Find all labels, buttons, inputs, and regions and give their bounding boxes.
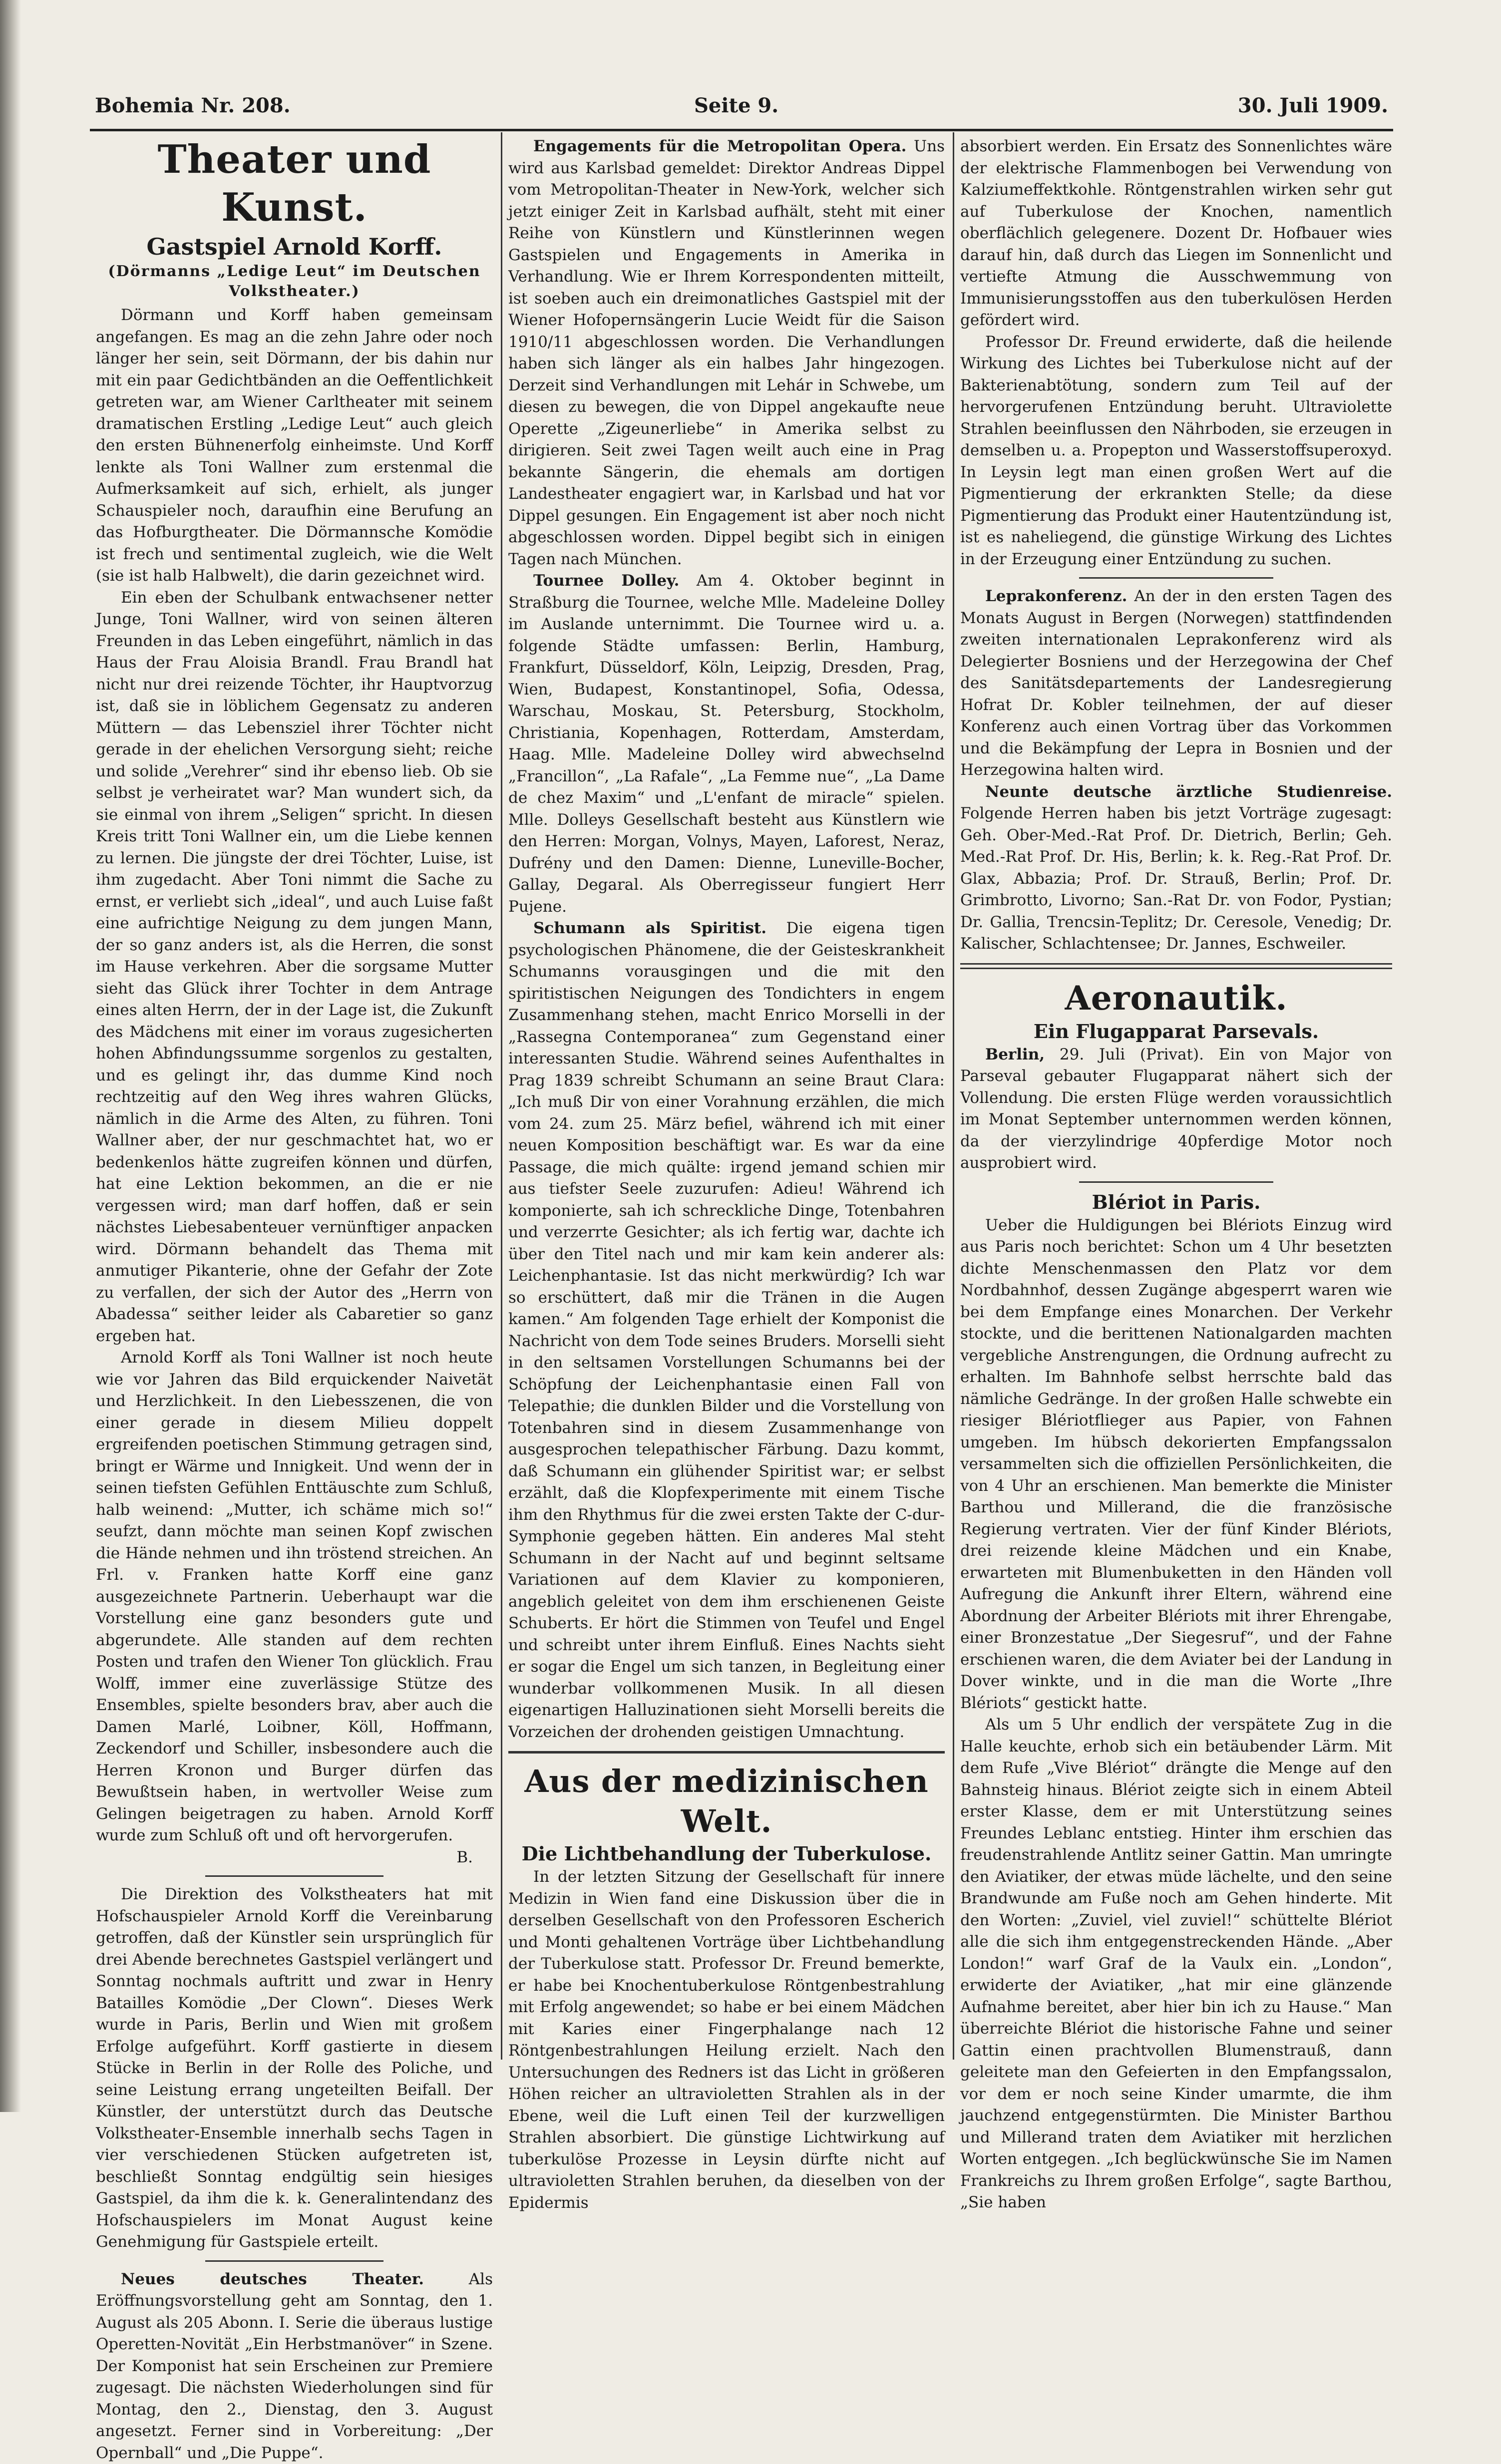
paragraph-dolley [508, 570, 945, 918]
page-header [95, 90, 1388, 125]
header-page-number: Seite 9. [694, 94, 778, 117]
paragraph-text: Als Eröffnungsvorstellung geht am Sonntag, den 1. August als 205 Abonn. I. Serie die überaus lustige Operetten-Novität „Ein Herbstmanöver“ in Szene. Der Komponist hat sein Erscheinen zur Premiere zugesagt. Die nächsten Wiederholungen sind für Montag, den 2., Dienstag, den 3. August angesetzt. Ferner sind in Vorbereitung: „Der Opernball“ und „Die Puppe“. [96, 2270, 493, 2462]
paragraph-text: An der in den ersten Tagen des Monats August in Bergen (Norwegen) stattfindenden zweiten internationalen Leprakonferenz wird als Delegierter Bosniens und der Herzegowina der Chef des Sanitätsdepartements der Landesregierung Hofrat Dr. Kobler teilnehmen, der auf dieser Konferenz auch einen Vortrag über das Vorkommen und die Bekämpfung der Lepra in Bosnien und der Herzegowina halten wird. [960, 587, 1392, 779]
run-in-heading: Neues deutsches Theater. [121, 2270, 424, 2288]
run-in-heading: Leprakonferenz. [985, 587, 1127, 605]
article-meta-korff: (Dörmanns „Ledige Leut“ im Deutschen Volkstheater.) [96, 262, 493, 302]
header-date: 30. Juli 1909. [1238, 94, 1388, 117]
run-in-heading: Schumann als Spiritist. [533, 919, 766, 937]
paragraph-text: Uns wird aus Karlsbad gemeldet: Direktor Andreas Dippel vom Metropolitan-Theater in New-York, welcher sich jetzt einiger Zeit in Karlsbad aufhält, steht mit einer Reihe von Künstlern und Künstlerinnen wegen Gastspielen und Engagements in Amerika in Verhandlung. Wie er Ihrem Korrespondenten mitteilt, ist soeben auch ein dreimonatliches Gastspiel mit der Wiener Hofopernsängerin Lucie Weidt für die Saison 1910/11 abgeschlossen worden. Die Verhandlungen haben sich länger als ein halbes Jahr hingezogen. Derzeit sind Verhandlungen mit Lehár in Schwebe, um diesen zu bewegen, die von Dippel angekaufte neue Operette „Zigeunerliebe“ in Amerika selbst zu dirigieren. Seit zwei Tagen weilt auch eine in Prag bekannte Sängerin, die ehemals am dortigen Landestheater engagiert war, in Karlsbad und hat vor Dippel gesungen. Ein Engagement ist aber noch nicht abgeschlossen worden. Dippel begibt sich in einigen Tagen nach München. [508, 137, 945, 568]
run-in-heading: Tournee Dolley. [533, 572, 679, 590]
paragraph-text: 29. Juli (Privat). Ein von Major von Parseval gebauter Flugapparat nähert sich der Vollendung. Die ersten Flüge werden voraussichtlich im Monat September unternommen werden können, da der vierzylindrige 40pferdige Motor noch ausprobiert wird. [960, 1046, 1392, 1172]
article-title-korff: Gastspiel Arnold Korff. [96, 232, 493, 262]
column-rule-2 [953, 132, 954, 2060]
column-3 [960, 136, 1392, 2057]
article-title-tuberkulose: Die Lichtbehandlung der Tuberkulose. [508, 1841, 945, 1866]
paragraph-text: Am 4. Oktober beginnt in Straßburg die Tournee, welche Mlle. Madeleine Dolley im Auslande unternimmt. Die Tournee wird u. a. folgende Städte umfassen: Berlin, Hamburg, Frankfurt, Düsseldorf, Köln, Leipzig, Dresden, Prag, Wien, Budapest, Konstantinopel, Sofia, Odessa, Warschau, Moskau, St. Petersburg, Stockholm, Christiania, Kopenhagen, Rotterdam, Amsterdam, Haag. Mlle. Madeleine Dolley wird abwechselnd „Francillon“, „La Rafale“, „La Femme nue“, „La Dame de chez Maxim“ und „L'enfant de miracle“ spielen. Mlle. Dolleys Gesellschaft besteht aus Künstlern wie den Herren: Morgan, Volnys, Mayen, Laforest, Neraz, Dufrény und den Damen: Dienne, Luneville-Bocher, Gallay, Degaral. Als Oberregisseur fungiert Herr Pujene. [508, 572, 945, 916]
separator-double-rule [960, 963, 1392, 969]
run-in-heading: Neunte deutsche ärztliche Studienreise. [985, 783, 1392, 801]
paragraph-text: Die eigena tigen psychologischen Phänomene, die der Geisteskrankheit Schumanns vorausgingen und die mit den spiritistischen Neigungen des Tondichters in engem Zusammenhang stehen, macht Enrico Morselli in der „Rassegna Contemporanea“ zum Gegenstand einer interessanten Studie. Während seines Aufenthaltes in Prag 1839 schreibt Schumann an seine Braut Clara: „Ich muß Dir von einer Vorahnung erzählen, die mich vom 24. zum 25. März befiel, während ich mit einer neuen Komposition beschäftigt war. Es war da eine Passage, die mich quälte: irgend jemand schien mir aus tiefster Seele zuzurufen: Adieu! Während ich komponierte, sah ich schreckliche Dinge, Totenbahren und verzerrte Gesichter; als ich fertig war, dachte ich über den Titel nach und mir kam kein anderer als: Leichenphantasie. Ist das nicht merkwürdig? Ich war so erschüttert, daß mir die Tränen in die Augen kamen.“ Am folgenden Tage erhielt der Komponist die Nachricht von dem Tode seines Bruders. Morselli sieht in den seltsamen Vorstellungen Schumanns bei der Schöpfung der Leichenphantasie einen Fall von Telepathie; die dunklen Bilder und die Vorstellung von Totenbahren sind in diesem Zusammenhange von ausgesprochen telepathischer Färbung. Dazu kommt, daß Schumann ein glühender Spiritist war; er selbst erzählt, daß die Klopfexperimente mit einem Tische ihm den Rhythmus für die zwei ersten Takte der C-dur-Symphonie gegeben hätten. Ein anderes Mal steht Schumann in der Nacht auf und beginnt seltsame Variationen auf dem Klavier zu komponieren, angeblich geleitet von dem ihm erschienenen Geiste Schuberts. Er hört die Stimmen von Teufel und Engel und schreibt unter ihrem Einfluß. Eines Nachts sieht er sogar die Engel um sich tanzen, in Begleitung einer wunderbar vollkommenen Musik. In all diesen eigenartigen Halluzinationen sieht Morselli bereits die Vorzeichen der drohenden geistigen Umnachtung. [508, 919, 945, 1741]
separator-rule [1079, 1181, 1273, 1183]
separator-rule [205, 1875, 384, 1877]
paragraph: Professor Dr. Freund erwiderte, daß die heilende Wirkung des Lichtes bei Tuberkulose nicht auf der Bakterienabtötung, sondern zum Teil auf der hervorgerufenen Entzündung beruht. Ultraviolette Strahlen beeinflussen den Nährboden, sie erzeugen in demselben u. a. Propepton und Wasserstoffsuperoxyd. In Leysin legt man einen großen Wert auf die Pigmentierung der erkrankten Stelle; da diese Pigmentierung das Produkt einer Hautentzündung ist, ist es naheliegend, die günstige Wirkung des Lichtes in der Erzeugung einer Entzündung zu suchen. [960, 332, 1392, 571]
run-in-heading: Berlin, [985, 1046, 1045, 1063]
section-title-aeronautik: Aeronautik. [960, 977, 1392, 1019]
separator-rule [1079, 577, 1273, 579]
paragraph-neues-theater [96, 2269, 493, 2464]
paragraph: In der letzten Sitzung der Gesellschaft für innere Medizin in Wien fand eine Diskussion über die in derselben Gesellschaft von den Professoren Escherich und Monti gehaltenen Vorträge über Lichtbehandlung der Tuberkulose statt. Professor Dr. Freund bemerkte, er habe bei Knochentuberkulose Röntgenbestrahlung mit Erfolg angewendet; so habe er bei einem Mädchen mit Karies einer Fingerphalange nach 12 Röntgenbestrahlungen Heilung erzielt. Nach den Untersuchungen des Redners ist das Licht in größeren Höhen reicher an ultravioletten Strahlen als in der Ebene, weil die Luft einen Teil der kurzwelligen Strahlen absorbiert. Die günstige Lichtwirkung auf tuberkulöse Prozesse in Leysin dürfte nicht auf ultravioletten Strahlen beruhen, da dieselben von der Epidermis [508, 1866, 945, 2214]
paragraph-lepra [960, 586, 1392, 781]
column-2 [508, 136, 945, 2057]
paragraph: absorbiert werden. Ein Ersatz des Sonnenlichtes wäre der elektrische Flammenbogen bei Verwendung von Kalziumeffektkohle. Röntgenstrahlen wirken sehr gut auf Tuberkulose der Knochen, namentlich oberflächlich gelegenere. Dozent Dr. Hofbauer wies darauf hin, daß durch das Liegen im Sonnenlicht und vertiefte Atmung die Ausschwemmung von Immunisierungsstoffen aus den tuberkulösen Herden gefördert wird. [960, 136, 1392, 332]
article-title-bleriot: Blériot in Paris. [960, 1190, 1392, 1215]
paragraph: Als um 5 Uhr endlich der verspätete Zug in die Halle keuchte, erhob sich ein betäubender Lärm. Mit dem Rufe „Vive Blériot“ drängte die Menge auf den Bahnsteig hinaus. Blériot zeigte sich in einem Abteil erster Klasse, dem er mit Unterstützung seines Freundes Leblanc entstieg. Hinter ihm erschien das freudenstrahlende Antlitz seiner Gattin. Man umringte den Aviatiker, der etwas müde lächelte, und den seine Brandwunde am Fuße noch am Gehen hinderte. Mit den Worten: „Zuviel, viel zuviel!“ schüttelte Blériot alle die sich ihm entgegenstreckenden Hände. „Aber London!“ warf Graf de la Vaulx ein. „London“, erwiderte der Aviatiker, „hat mir eine glänzende Aufnahme bereitet, aber hier bin ich zu Hause.“ Man überreichte Blériot die historische Fahne und seiner Gattin einen prachtvollen Blumenstrauß, dann geleitete man den Gefeierten in den Empfangssalon, vor dem er noch seine Kinder umarmte, die ihm jauchzend entgegenstürmten. Die Minister Barthou und Millerand traten dem Aviatiker mit herzlichen Worten entgegen. „Ich beglückwünsche Sie im Namen Frankreichs zu Ihrem großen Erfolge“, sagte Barthou, „Sie haben [960, 1714, 1392, 2214]
paragraph-parseval [960, 1044, 1392, 1174]
column-1 [96, 136, 493, 2057]
separator-rule [205, 2260, 384, 2262]
section-title-theater: Theater und Kunst. [96, 136, 493, 232]
paragraph: Arnold Korff als Toni Wallner ist noch heute wie vor Jahren das Bild erquickender Naivetät und Herzlichkeit. In den Liebesszenen, die von einer gerade in diesem Milieu doppelt ergreifenden poetischen Stimmung getragen sind, bringt er Wärme und Innigkeit. Und wenn der in seinen tiefsten Gefühlen Enttäuschte zum Schluß, halb weinend: „Mutter, ich schäme mich so!“ seufzt, dann möchte man seinen Kopf zwischen die Hände nehmen und ihn tröstend streichen. An Frl. v. Franken hatte Korff eine ganz ausgezeichnete Partnerin. Ueberhaupt war die Vorstellung eine ganz besonders gute und abgerundete. Alle standen auf dem rechten Posten und trafen den Wiener Ton glücklich. Frau Wolff, immer eine zuverlässige Stütze des Ensembles, spielte besonders brav, aber auch die Damen Marlé, Loibner, Köll, Hoffmann, Zeckendorf und Schiller, insbesondere auch die Herren Kronon und Burger dürfen das Bewußtsein haben, in wertvoller Weise zum Gelingen beigetragen zu haben. Arnold Korff wurde zum Schluß oft und oft hervorgerufen. [96, 1347, 493, 1847]
paragraph: Ein eben der Schulbank entwachsener netter Junge, Toni Wallner, wird von seinen älteren Freunden in das Leben eingeführt, nämlich in das Haus der Frau Aloisia Brandl. Frau Brandl hat nicht nur drei reizende Töchter, ihr Hauptvorzug ist, daß sie in löblichem Gegensatz zu anderen Müttern — das Lebensziel ihrer Töchter nicht gerade in der ehelichen Versorgung sieht; reiche und solide „Verehrer“ sind ihr ebenso lieb. Ob sie selbst je verheiratet war? Man wundert sich, da sie einmal von ihrem „Seligen“ spricht. In diesen Kreis tritt Toni Wallner ein, um die Liebe kennen zu lernen. Die jüngste der drei Töchter, Luise, ist ihm zugedacht. Aber Toni nimmt die Sache zu ernst, er verliebt sich „ideal“, und auch Luise faßt eine aufrichtige Neigung zu dem jungen Mann, der so ganz anders ist, als die Herren, die sonst im Hause verkehren. Aber die sorgsame Mutter sieht das Glück ihrer Tochter in dem Antrage eines alten Herrn, der in der Lage ist, die Zukunft des Mädchens mit einer im voraus zugesicherten hohen Abfindungssumme sorgenlos zu gestalten, und es gelingt ihr, das dumme Kind noch rechtzeitig auf den Weg ihres wahren Glücks, nämlich in die Arme des Alten, zu führen. Toni Wallner aber, der nur geschmachtet hat, wo er bedenkenlos hätte zugreifen können und dürfen, hat eine Lektion bekommen, an die er nie vergessen wird; man darf hoffen, daß er sein nächstes Liebesabenteuer vernünftiger anpacken wird. Dörmann behandelt das Thema mit anmutiger Pikanterie, ohne der Gefahr der Zote zu verfallen, der sich der Autor des „Herrn von Abadessa“ seither leider als Cabaretier so ganz ergeben hat. [96, 587, 493, 1348]
header-publication: Bohemia Nr. 208. [95, 94, 291, 117]
paragraph-studienreise [960, 781, 1392, 955]
section-title-medizin: Aus der medizinischen Welt. [508, 1761, 945, 1841]
paragraph: Dörmann und Korff haben gemeinsam angefangen. Es mag an die zehn Jahre oder noch länger her sein, seit Dörmann, der bis dahin nur mit ein paar Gedichtbänden an die Oeffentlichkeit getreten war, am Wiener Carltheater mit seinem dramatischen Erstling „Ledige Leut“ auch gleich den ersten Bühnenerfolg einheimste. Und Korff lenkte als Toni Wallner zum erstenmal die Aufmerksamkeit auf sich, erhielt, als junger Schauspieler noch, daraufhin eine Berufung an das Hofburgtheater. Die Dörmannsche Komödie ist frech und sentimental zugleich, wie die Welt (sie ist halb Halbwelt), die darin gezeichnet wird. [96, 305, 493, 587]
header-rule [90, 129, 1393, 131]
paragraph: Ueber die Huldigungen bei Blériots Einzug wird aus Paris noch berichtet: Schon um 4 Uhr besetzten dichte Menschenmassen den Platz vor dem Nordbahnhof, dessen Zugänge abgesperrt waren wie bei dem Empfange eines Monarchen. Der Verkehr stockte, und die berittenen Nationalgarden machten vergebliche Anstrengungen, die Ordnung aufrecht zu erhalten. Im Bahnhofe selbst herrschte bald das nämliche Gedränge. In der großen Halle schwebte ein riesiger Blériotflieger aus Papier, von Fahnen umgeben. Im hübsch dekorierten Empfangssalon versammelten sich die offiziellen Persönlichkeiten, die von 4 Uhr an erschienen. Man bemerkte die Minister Barthou und Millerand, die die französische Regierung vertraten. Vier der fünf Kinder Blériots, drei reizende kleine Mädchen und ein Knabe, erwarteten mit Blumenbuketten in den Händen voll Aufregung die Ankunft ihrer Eltern, während eine Abordnung der Arbeiter Blériots mit ihrer Ehrengabe, einer Bronzestatue „Der Siegesruf“, und der Fahne erschienen waren, die dem Aviater bei der Landung in Dover winkte, und in die man die Worte „Ihre Blériots“ gestickt hatte. [960, 1215, 1392, 1715]
paragraph: Die Direktion des Volkstheaters hat mit Hofschauspieler Arnold Korff die Vereinbarung getroffen, daß der Künstler sein ursprünglich für drei Abende berechnetes Gastspiel verlängert und Sonntag nochmals auftritt und zwar in Henry Batailles Komödie „Der Clown“. Dieses Werk wurde in Paris, Berlin und Wien mit großem Erfolge aufgeführt. Korff gastierte in diesem Stücke in Berlin in der Rolle des Poliche, und seine Leistung errang ungeteilten Beifall. Der Künstler, der unterstützt durch das Deutsche Volkstheater-Ensemble innerhalb sechs Tagen in vier verschiedenen Stücken aufgetreten ist, beschließt Sonntag endgültig sein hiesiges Gastspiel, da ihm die k. k. Generalintendanz des Hofschauspielers im Monat August keine Genehmigung für Gastspiele erteilt. [96, 1884, 493, 2253]
author-signature: B. [96, 1847, 493, 1869]
article-title-parseval: Ein Flugapparat Parsevals. [960, 1019, 1392, 1044]
column-rule-1 [501, 132, 502, 2060]
scan-edge-shadow [0, 0, 21, 2112]
paragraph-schumann [508, 918, 945, 1743]
separator-rule [508, 1751, 945, 1754]
run-in-heading: Engagements für die Metropolitan Opera. [533, 137, 906, 155]
paragraph-metropolitan [508, 136, 945, 570]
paragraph-text: Folgende Herren haben bis jetzt Vorträge zugesagt: Geh. Ober-Med.-Rat Prof. Dr. Dietrich, Berlin; Geh. Med.-Rat Prof. Dr. His, Berlin; k. k. Reg.-Rat Prof. Dr. Glax, Abbazia; Prof. Dr. Strauß, Berlin; Prof. Dr. Grimbrotto, Livorno; San.-Rat Dr. von Fodor, Pystian; Dr. Gallia, Trencsin-Teplitz; Dr. Ceresole, Venedig; Dr. Kalischer, Schlachtensee; Dr. Jannes, Eschweiler. [960, 804, 1392, 953]
